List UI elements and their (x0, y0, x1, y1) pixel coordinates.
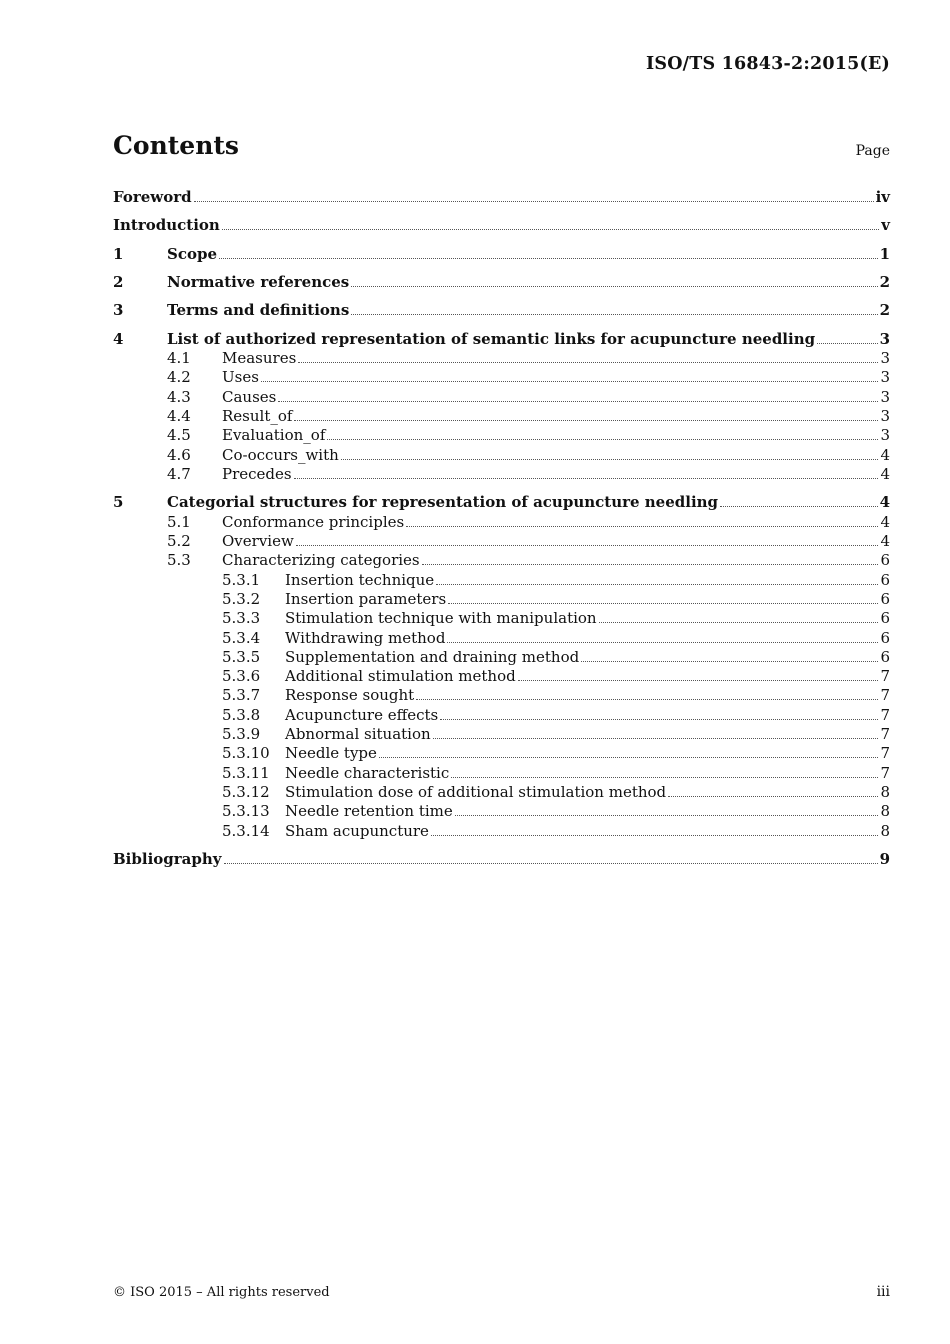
toc-entry[interactable] (113, 424, 890, 444)
toc-entry-title: Conformance principles (222, 513, 405, 531)
toc-entry-page: 6 (880, 590, 890, 608)
toc-entry-title: Insertion parameters (285, 590, 447, 608)
toc-entry-title: Normative references (167, 273, 350, 291)
dot-leader (436, 583, 878, 585)
toc-entry-title: Response sought (285, 686, 415, 704)
page-column-label: Page (855, 143, 890, 159)
toc-entry-title: Categorial structures for representation of acupuncture needling (167, 493, 719, 511)
toc-entry-page: 3 (880, 349, 890, 367)
toc-entry-number: 5.3 (167, 551, 191, 569)
dot-leader (416, 698, 878, 700)
page-title: Contents (113, 131, 240, 160)
toc-entry-number: 4.3 (167, 388, 191, 406)
toc-entry-title: Uses (222, 368, 259, 386)
toc-entry-title: Withdrawing method (285, 629, 446, 647)
toc-entry-page: 4 (879, 493, 890, 511)
toc-entry-title: Stimulation technique with manipulation (285, 609, 597, 627)
toc-entry[interactable] (113, 463, 890, 483)
toc-entry-title: Evaluation_of (222, 426, 326, 444)
toc-entry-number: 5.3.10 (222, 744, 270, 762)
toc-entry[interactable] (113, 186, 890, 206)
toc-entry-title: Overview (222, 532, 294, 550)
toc-entry-title: Stimulation dose of additional stimulation method (285, 783, 667, 801)
toc-entry-number: 4.1 (167, 349, 191, 367)
toc-entry-page: 6 (880, 609, 890, 627)
toc-entry-page: 1 (879, 245, 890, 263)
toc-entry-number: 5.3.6 (222, 667, 261, 685)
toc-entry-number: 4.6 (167, 446, 191, 464)
dot-leader (581, 660, 878, 662)
toc-entry[interactable] (113, 366, 890, 386)
dot-leader (379, 756, 879, 758)
toc-entry-title: Additional stimulation method (285, 667, 516, 685)
dot-leader (261, 380, 879, 382)
toc-entry[interactable] (113, 511, 890, 531)
toc-entry[interactable] (113, 347, 890, 367)
toc-entry[interactable] (113, 243, 890, 263)
toc-entry[interactable] (113, 588, 890, 608)
dot-leader (433, 737, 879, 739)
toc-entry-page: 4 (880, 513, 890, 531)
toc-entry-number: 5.3.11 (222, 764, 270, 782)
toc-entry[interactable] (113, 549, 890, 569)
toc-entry-title: Insertion technique (285, 571, 435, 589)
toc-entry-page: 3 (880, 368, 890, 386)
toc-entry-page: 6 (880, 571, 890, 589)
toc-entry[interactable] (113, 684, 890, 704)
toc-entry[interactable] (113, 646, 890, 666)
dot-leader (296, 544, 879, 546)
dot-leader (351, 313, 877, 315)
dot-leader (668, 795, 878, 797)
toc-entry-page: 8 (880, 783, 890, 801)
toc-entry-title: Bibliography (113, 850, 222, 868)
dot-leader (194, 200, 874, 202)
toc-entry-page: 3 (879, 330, 890, 348)
dot-leader (431, 834, 879, 836)
toc-entry[interactable] (113, 665, 890, 685)
toc-entry-title: Needle characteristic (285, 764, 450, 782)
dot-leader (440, 718, 878, 720)
toc-entry-title: Supplementation and draining method (285, 648, 580, 666)
toc-entry[interactable] (113, 386, 890, 406)
toc-entry-page: 6 (880, 648, 890, 666)
dot-leader (599, 621, 879, 623)
toc-entry-number: 4.7 (167, 465, 191, 483)
toc-entry-number: 5.3.7 (222, 686, 261, 704)
toc-entry-page: 7 (880, 667, 890, 685)
toc-entry[interactable] (113, 607, 890, 627)
dot-leader (448, 602, 878, 604)
toc-entry-page: 7 (880, 764, 890, 782)
toc-entry-page: v (881, 216, 890, 234)
toc-entry-title: Abnormal situation (285, 725, 431, 743)
dot-leader (406, 525, 878, 527)
toc-entry-page: 4 (880, 465, 890, 483)
dot-leader (222, 228, 879, 230)
toc-entry-number: 4.5 (167, 426, 191, 444)
dot-leader (327, 438, 878, 440)
toc-entry-page: 7 (880, 686, 890, 704)
toc-entry-number: 4.4 (167, 407, 191, 425)
toc-entry-page: 4 (880, 446, 890, 464)
toc-entry[interactable] (113, 848, 890, 868)
toc-entry[interactable] (113, 742, 890, 762)
toc-entry-page: 9 (879, 850, 890, 868)
document-id: ISO/TS 16843-2:2015(E) (646, 54, 890, 74)
toc-entry-page: 2 (879, 273, 890, 291)
dot-leader (224, 862, 878, 864)
toc-entry-title: Introduction (113, 216, 220, 234)
toc-entry-page: 4 (880, 532, 890, 550)
toc-entry-number: 5.3.9 (222, 725, 261, 743)
dot-leader (422, 563, 879, 565)
toc-entry-title: Measures (222, 349, 297, 367)
toc-entry-title: Characterizing categories (222, 551, 420, 569)
toc-entry-page: 6 (880, 551, 890, 569)
toc-entry-title: Sham acupuncture (285, 822, 429, 840)
toc-entry-number: 5.3.5 (222, 648, 261, 666)
toc-entry-page: 8 (880, 822, 890, 840)
toc-entry-title: List of authorized representation of semantic links for acupuncture needling (167, 330, 816, 348)
dot-leader (518, 679, 879, 681)
toc-entry-page: 7 (880, 725, 890, 743)
dot-leader (720, 505, 878, 507)
toc-entry-title: Co-occurs_with (222, 446, 339, 464)
toc-entry-number: 5.2 (167, 532, 191, 550)
toc-entry[interactable] (113, 800, 890, 820)
toc-entry[interactable] (113, 569, 890, 589)
toc-entry-title: Causes (222, 388, 277, 406)
toc-entry-page: 2 (879, 301, 890, 319)
toc-entry-number: 5.3.14 (222, 822, 270, 840)
copyright-notice: © ISO 2015 – All rights reserved (113, 1285, 330, 1300)
toc-entry-page: 6 (880, 629, 890, 647)
toc-entry-number: 5.1 (167, 513, 191, 531)
toc-entry[interactable] (113, 328, 890, 348)
toc-entry-title: Foreword (113, 188, 192, 206)
toc-entry-page: iv (875, 188, 890, 206)
toc-entry-number: 4 (113, 330, 124, 348)
toc-entry[interactable] (113, 762, 890, 782)
dot-leader (341, 458, 879, 460)
toc-entry-page: 7 (880, 744, 890, 762)
toc-entry-number: 5.3.13 (222, 802, 270, 820)
toc-entry-page: 7 (880, 706, 890, 724)
dot-leader (294, 419, 878, 421)
toc-entry[interactable] (113, 627, 890, 647)
toc-entry[interactable] (113, 444, 890, 464)
toc-entry-title: Needle type (285, 744, 377, 762)
toc-entry[interactable] (113, 820, 890, 840)
toc-entry[interactable] (113, 491, 890, 511)
toc-entry[interactable] (113, 530, 890, 550)
dot-leader (455, 814, 879, 816)
toc-entry-number: 5.3.4 (222, 629, 261, 647)
toc-entry-title: Result_of (222, 407, 293, 425)
dot-leader (447, 641, 878, 643)
toc-entry-number: 2 (113, 273, 124, 291)
dot-leader (278, 400, 878, 402)
toc-entry-page: 3 (880, 407, 890, 425)
dot-leader (294, 477, 879, 479)
toc-entry-page: 3 (880, 426, 890, 444)
toc-entry-number: 1 (113, 245, 124, 263)
dot-leader (351, 285, 877, 287)
toc-entry-number: 3 (113, 301, 124, 319)
dot-leader (451, 776, 878, 778)
dot-leader (219, 257, 878, 259)
toc-entry-number: 5.3.12 (222, 783, 270, 801)
dot-leader (817, 342, 877, 344)
toc-entry-title: Precedes (222, 465, 292, 483)
dot-leader (298, 361, 878, 363)
toc-entry-number: 4.2 (167, 368, 191, 386)
toc-entry-page: 3 (880, 388, 890, 406)
toc-entry-number: 5.3.1 (222, 571, 261, 589)
toc-entry-number: 5.3.3 (222, 609, 261, 627)
toc-entry-title: Needle retention time (285, 802, 453, 820)
toc-entry-page: 8 (880, 802, 890, 820)
toc-entry-title: Acupuncture effects (285, 706, 439, 724)
toc-entry[interactable] (113, 214, 890, 234)
toc-entry[interactable] (113, 405, 890, 425)
toc-entry[interactable] (113, 271, 890, 291)
toc-entry[interactable] (113, 704, 890, 724)
toc-entry-title: Terms and definitions (167, 301, 350, 319)
toc-entry-number: 5 (113, 493, 124, 511)
toc-entry-number: 5.3.8 (222, 706, 261, 724)
toc-entry[interactable] (113, 723, 890, 743)
toc-entry-title: Scope (167, 245, 218, 263)
toc-entry[interactable] (113, 299, 890, 319)
page-number: iii (876, 1284, 890, 1300)
toc-entry[interactable] (113, 781, 890, 801)
toc-entry-number: 5.3.2 (222, 590, 261, 608)
